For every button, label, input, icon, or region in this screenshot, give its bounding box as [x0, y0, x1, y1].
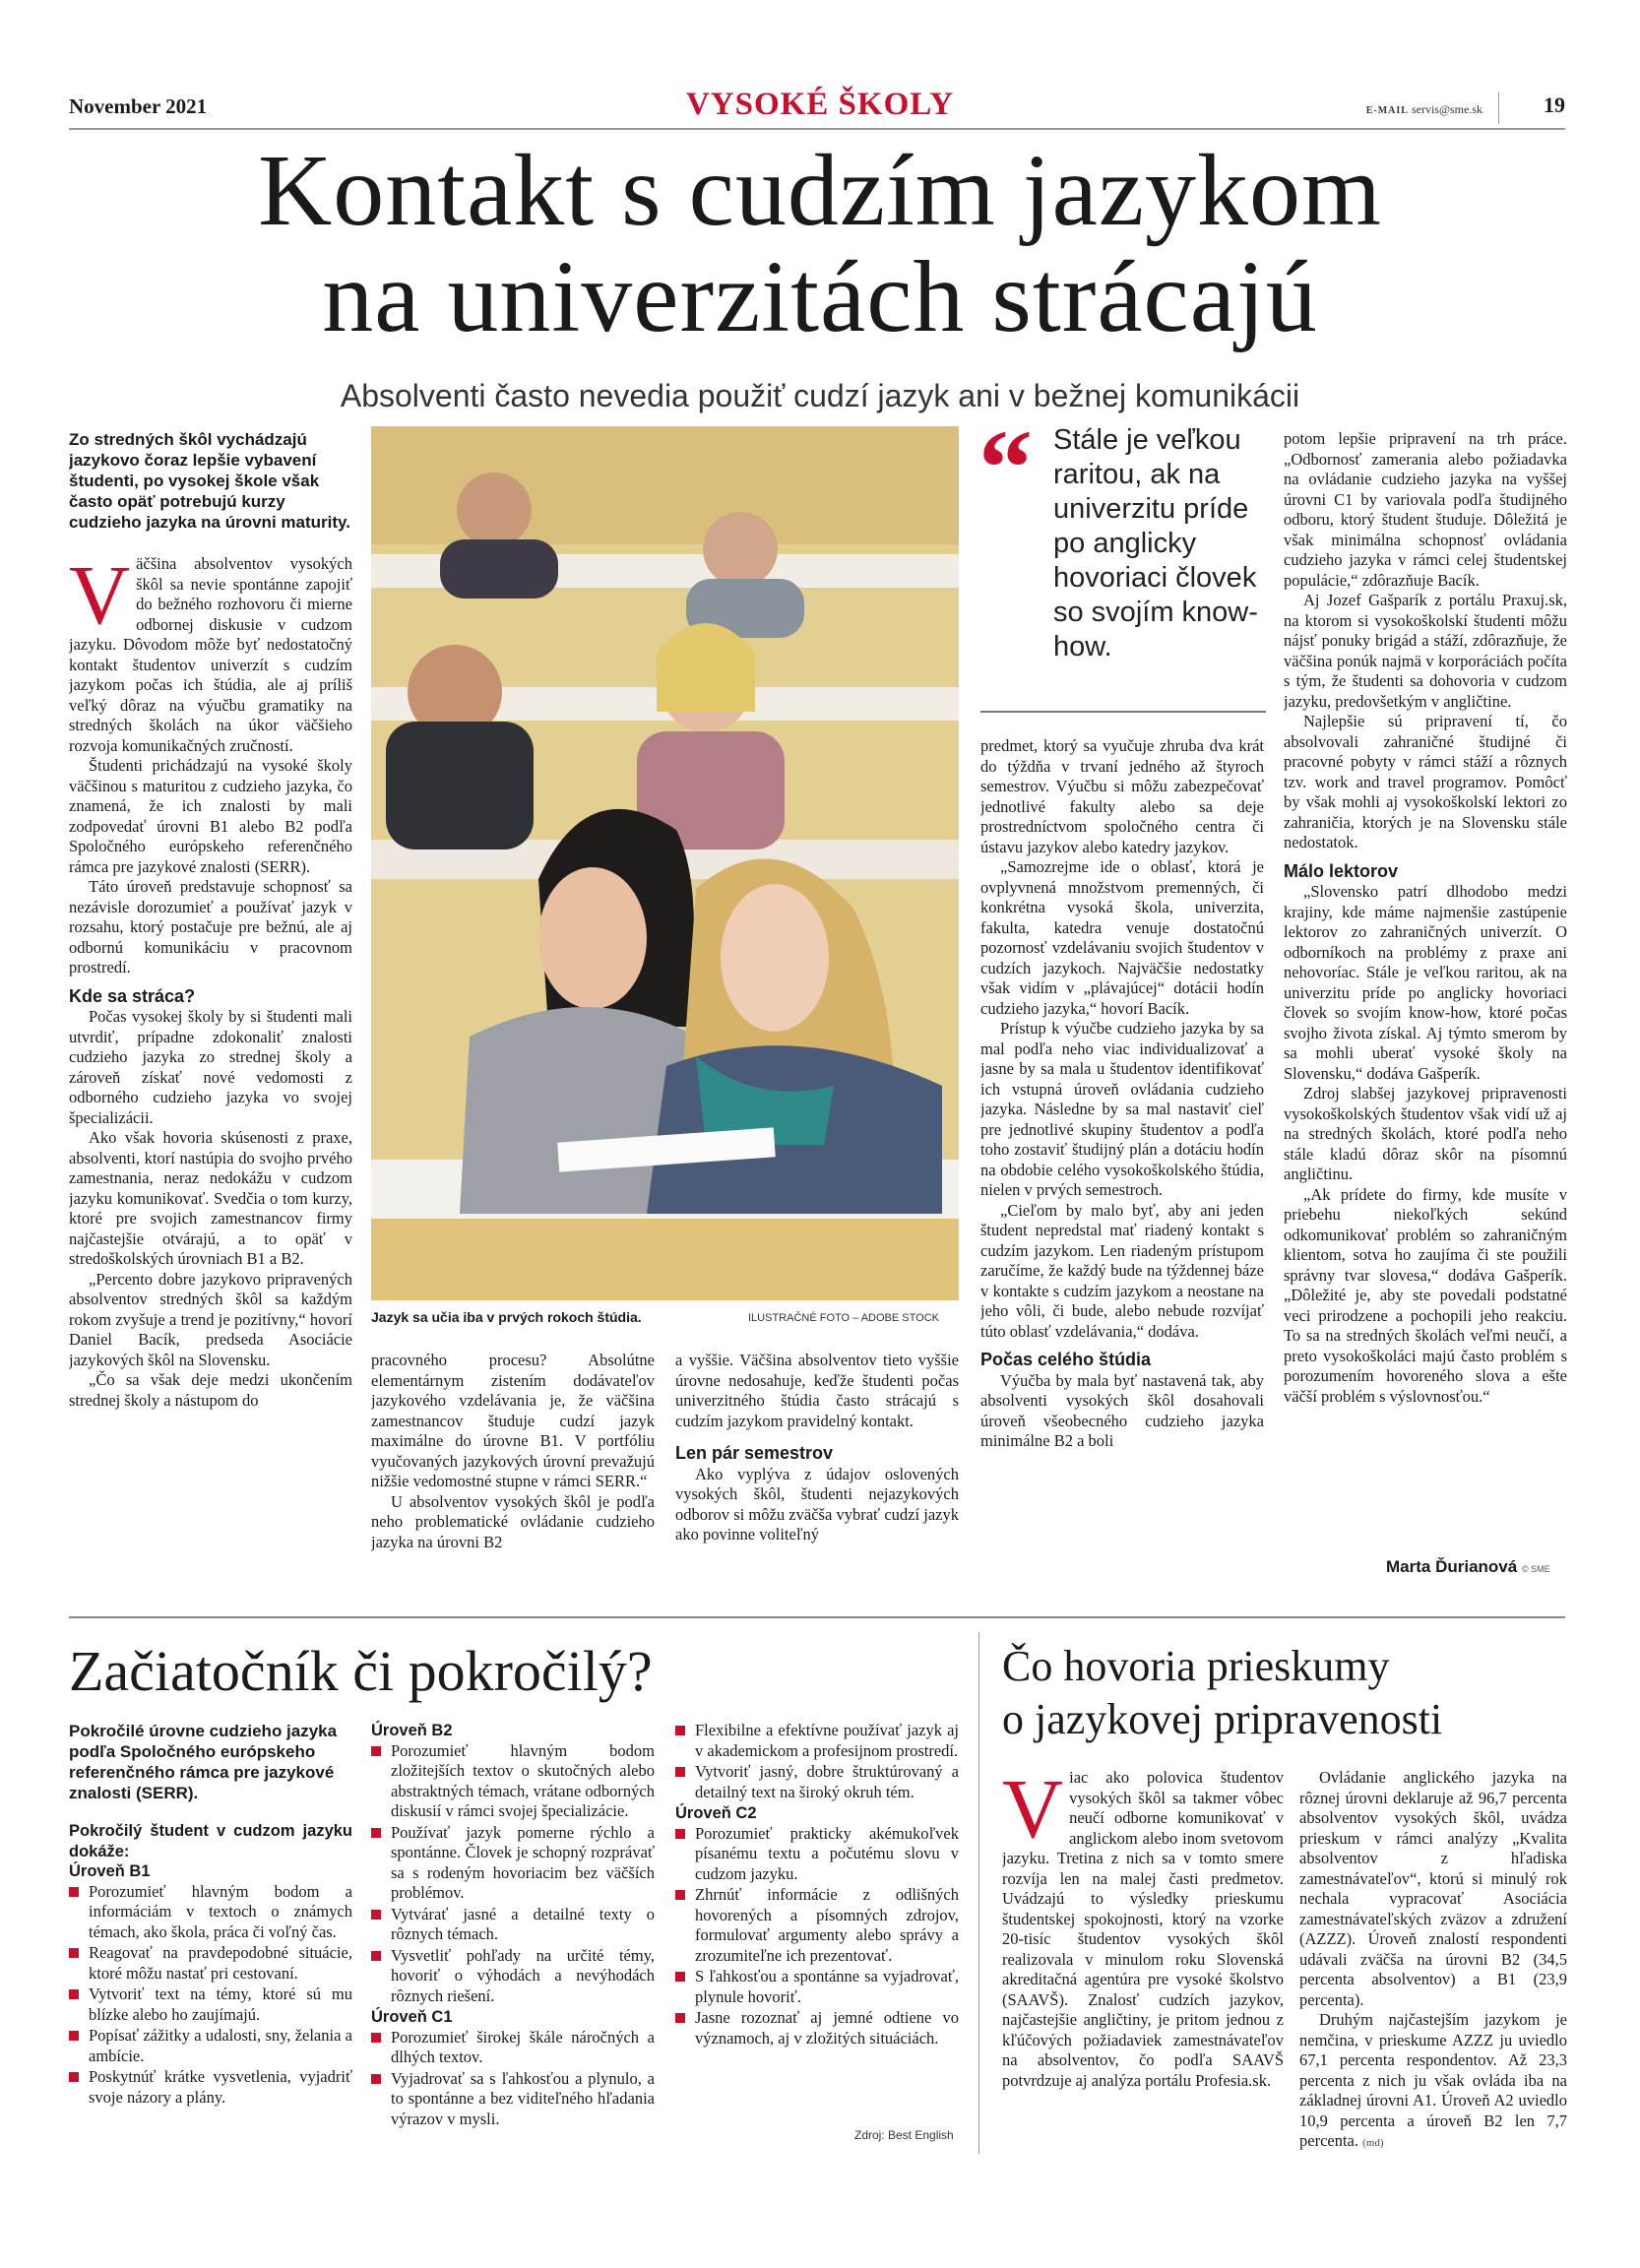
list-item: Používať jazyk pomerne rýchlo a spontánne. Človek je schopný rozprávať sa s rodeným hovoriacim bez väčších problémov. [371, 1823, 655, 1904]
box1-source: Zdroj: Best English [854, 2128, 954, 2142]
section-name: VYSOKÉ ŠKOLY [685, 87, 955, 122]
issue-date: November 2021 [69, 94, 208, 118]
box2-paragraph: Druhým najčastejším jazykom je nemčina, v prieskume AZZZ ju uviedlo 67,1 percenta respondentov. Až 23,3 percenta z nich ju však ovláda iba na základnej úrovni A1. Úroveň A2 uviedlo 10,9 percenta a úroveň B2 len 7,7 percenta. (md) [1299, 2010, 1567, 2150]
column-5 [1284, 429, 1567, 1553]
level-b1-list [69, 1882, 352, 2109]
list-item: Vysvetliť pohľady na určité témy, hovoriť o výhodách a nevýhodách rôznych riešení. [371, 1946, 655, 2007]
list-item: S ľahkosťou a spontánne sa vyjadrovať, plynule hovoriť. [675, 1967, 959, 2007]
header-divider [1498, 93, 1499, 124]
box2-column-2 [1299, 1768, 1567, 2154]
box2-drop-cap: V [1002, 1768, 1064, 1856]
article-paragraph: Prístup k výučbe cudzieho jazyka by sa mal podľa neho viac individualizovať a jasne by sa mala u študentov identifikovať ich vstupná úroveň ovládania cudzieho jazyka. Následne by sa mal nastaviť cieľ pre jednotlivé skupiny študentov a podľa toho zostaviť študijný plán a dotáciu hodín na obdobie celého vysokoškolského štúdia, nielen v prvých semestroch. [980, 1019, 1264, 1199]
quote-mark-icon: “ [978, 408, 1033, 528]
article-paragraph: predmet, ktorý sa vyučuje zhruba dva krát do týždňa v trvaní jedného až štyroch semestrov. Výučbu si môžu zabezpečovať jednotlivé fakulty alebo sa deje prostredníctvom spoločného centra či ústavu jazykov alebo katedry jazykov. [980, 736, 1264, 856]
box1-column-1 [69, 1721, 352, 2154]
article-paragraph: Zdroj slabšej jazykovej pripravenosti vysokoškolských študentov však vidí už aj na stredných školách, ktoré podľa neho stále kladú dôraz skôr na písomnú angličtinu. [1284, 1084, 1567, 1183]
box2-title [1002, 1640, 1442, 1746]
list-item: Porozumieť hlavným bodom zložitejších textov o skutočných alebo abstraktných témach, vrátane odborných diskusií v rámci svojej špecializácie. [371, 1741, 655, 1822]
subheading-pocas: Počas celého štúdia [980, 1350, 1152, 1369]
header-email [1366, 102, 1482, 117]
box2-title-line1: Čo hovoria prieskumy [1002, 1642, 1390, 1690]
level-c2-label: Úroveň C2 [675, 1804, 757, 1822]
list-item: Vytvárať jasné a detailné texty o rôznych témach. [371, 1905, 655, 1945]
section-divider [69, 1616, 1565, 1618]
level-b1-label: Úroveň B1 [69, 1862, 151, 1880]
article-title [0, 134, 1640, 353]
page-number: 19 [1544, 93, 1565, 117]
email-address[interactable]: servis@sme.sk [1411, 102, 1482, 116]
subheading-kde: Kde sa stráca? [69, 985, 196, 1006]
box1-column-2 [371, 1721, 655, 2154]
article-paragraph: Väčšina absolventov vysokých škôl sa nevie spontánne zapojiť do bežného rozhovoru či mierne odbornej diskusie v cudzom jazyku. Dôvodom môže byť nedostatočný kontakt študentov univerzít s cudzím jazykom počas ich štúdia, ale aj príliš veľký dôraz na výučbu gramatiky na stredných školách na úkor väčšieho rozvoja komunikačných zručností. [69, 547, 352, 755]
level-c1-list [371, 2028, 655, 2130]
level-c1-label: Úroveň C1 [371, 2008, 453, 2026]
article-paragraph: „Percento dobre jazykovo pripravených absolventov stredných škôl sa každým rokom zvyšuje a trend je pozitívny,“ hovorí Daniel Bacík, predseda Asociácie jazykových škôl na Slovensku. [69, 1269, 352, 1369]
list-item: Porozumieť hlavným bodom a informáciám v textoch o známych témach, ako škola, práca či voľný čas. [69, 1882, 352, 1943]
article-subtitle: Absolventi často nevedia použiť cudzí jazyk ani v bežnej komunikácii [340, 378, 1300, 413]
box2-author-initials: (md) [1362, 2137, 1384, 2149]
list-item: Zhrnúť informácie z odlišných hovorených a písomných zdrojov, formulovať argumenty alebo správy a zrozumiteľne ich prezentovať. [675, 1885, 959, 1966]
subheading-malo: Málo lektorov [1284, 860, 1399, 881]
photo-caption: Jazyk sa učia iba v prvých rokoch štúdia. [371, 1309, 642, 1325]
level-c1-list-cont [675, 1721, 959, 1802]
header-rule [69, 128, 1565, 130]
box2-paragraph: Ovládanie anglického jazyka na rôznej úrovni deklaruje až 96,7 percenta absolventov vysokých škôl, uvádza prieskum v rámci analýzy „Kvalita absolventov z hľadiska zamestnávateľov“, ktorú si minulý rok nechala vypracovať Asociácia zamestnávateľských zväzov a združení (AZZZ). Úroveň znalostí respondenti udávali zväčša na úrovni B2 (34,5 percenta absolventov) a B1 (23,9 percenta). [1299, 1768, 1567, 2009]
article-title-line1: Kontakt s cudzím jazykom [258, 134, 1382, 247]
box1-lead: Pokročilé úrovne cudzieho jazyka podľa Spoločného európskeho referenčného rámca pre jazykové znalosti (SERR). [69, 1722, 338, 1802]
level-b2-list [371, 1741, 655, 2007]
column-4 [980, 736, 1264, 1616]
article-lead: Zo stredných škôl vychádzajú jazykovo čoraz lepšie vybavení študenti, po vysokej škole však často opäť potrebujú kurzy cudzieho jazyka na úrovni maturity. [69, 430, 350, 532]
level-c2-list [675, 1824, 959, 2049]
article-paragraph: Táto úroveň predstavuje schopnosť sa nezávisle dorozumieť a používať jazyk v rozsahu, ktorý postačuje pre bežnú, ale aj odbornú komunikáciu v pracovnom prostredí. [69, 877, 352, 976]
box2-title-line2: o jazykovej pripravenosti [1002, 1695, 1443, 1743]
list-item: Flexibilne a efektívne používať jazyk aj v akademickom a profesijnom prostredí. [675, 1721, 959, 1761]
box1-title: Začiatočník či pokročilý? [69, 1639, 653, 1703]
list-item: Poskytnúť krátke vysvetlenia, vyjadriť svoje názory a plány. [69, 2067, 352, 2108]
box1-column-3 [675, 1721, 959, 2154]
article-paragraph: pracovného procesu? Absolútne elementárnym zistením dodávateľov jazykového vzdelávania je, že väčšina zamestnancov študuje cudzí jazyk maximálne do úrovne B1. V portfóliu vyučovaných jazykových úrovní prevažujú nižšie vedomostné stupne v rámci SERR.“ [371, 1351, 655, 1490]
quote-rule [980, 711, 1266, 713]
photo-illustration [371, 426, 959, 1300]
article-paragraph: Najlepšie sú pripravení tí, čo absolvovali zahraničné študijné či pracovné pobyty v rámci stáží a rôznych tzv. work and travel programov. Pomôcť by však mohli aj vysokoškolskí lektori zo zahraničia, ktorých je na Slovensku stále nedostatok. [1284, 712, 1567, 851]
list-item: Porozumieť širokej škále náročných a dlhých textov. [371, 2028, 655, 2068]
article-paragraph: „Čo sa však deje medzi ukončením strednej školy a nástupom do [69, 1370, 352, 1410]
author-name: Marta Ďurianová © SME [1386, 1557, 1550, 1576]
box2-column-1 [1002, 1768, 1284, 2154]
article-paragraph: a vyššie. Väčšina absolventov tieto vyššie úrovne nedosahuje, keďže študenti počas univerzitného štúdia často strácajú s cudzím jazykom pravidelný kontakt. [675, 1351, 959, 1430]
pull-quote: Stále je veľkou raritou, ak na univerzitu príde po anglicky hovoriaci človek so svojím know-how. [1053, 424, 1258, 662]
subheading-len: Len pár semestrov [675, 1443, 834, 1463]
article-paragraph: „Ak prídete do firmy, kde musíte v priebehu niekoľkých sekúnd odkomunikovať problém so zahraničným klientom, sotva ho zaujíma či ste použili správny tvar slovesa,“ dodáva Gašperík. „Dôležité je, aby ste povedali podstatné veci prirodzene a pochopili jeho reakciu. To sa na stredných školách veľmi neučí, a preto vysokoškoláci majú často problém s porozumením hovoreného slova a ešte väčší problém s výslovnosťou.“ [1284, 1184, 1567, 1406]
column-3 [675, 1351, 959, 1616]
level-b2-label: Úroveň B2 [371, 1722, 453, 1739]
article-paragraph: „Cieľom by malo byť, aby ani jeden študent nepredstal mať riadený kontakt s cudzím jazykom. Len riadeným prístupom zaručíme, že každý bude na týždennej báze v kontakte s cudzím jazykom a neostane na jeho vôli, či bude, alebo nebude rozvíjať túto oblasť vzdelávania,“ dodáva. [980, 1200, 1264, 1341]
email-label: E-MAIL [1365, 105, 1409, 116]
article-paragraph: „Slovensko patrí dlhodobo medzi krajiny, kde máme najmenšie zastúpenie lektorov zo zahraničných univerzít. O odborníkoch na problémy z praxe ani nehovoríac. Stále je veľkou raritou, ak na univerzitu príde po anglicky hovoriaci človek so svojím know-how, ktoré počas svojho života získal. Aj týmto smerom by sa mohli uberať vysoké školy na Slovensku,“ dodáva Gašperík. [1284, 882, 1567, 1083]
article-title-line2: na univerzitách strácajú [322, 240, 1318, 353]
list-item: Reagovať na pravdepodobné situácie, ktoré môžu nastať pri cestovaní. [69, 1943, 352, 1984]
photo-credit: ILUSTRAČNÉ FOTO – ADOBE STOCK [748, 1312, 939, 1324]
article-paragraph: potom lepšie pripravení na trh práce. „Odbornosť zamerania alebo požiadavka na ovládanie cudzieho jazyka na vyššej úrovni C1 by variovala podľa študijného odboru, ktorý študent študuje. Dôležitá je však minimálna schopnosť ovládania cudzieho jazyka v rámci celej študentskej populácie,“ zdôrazňuje Bacík. [1284, 429, 1567, 590]
list-item: Vyjadrovať sa s ľahkosťou a plynulo, a to spontánne a bez viditeľného hľadania výrazov v mysli. [371, 2069, 655, 2130]
article-paragraph: Ako však hovoria skúsenosti z praxe, absolventi, ktorí nastúpia do svojho prvého zamestnania, neraz nedokážu v cudzom jazyku komunikovať. Svedčia o tom kurzy, ktoré pre svojich zamestnancov firmy najčastejšie otvárajú, a to opäť v stredoškolských úrovniach B1 a B2. [69, 1128, 352, 1268]
list-item: Jasne rozoznať aj jemné odtiene vo významoch, aj v zložitých situáciách. [675, 2008, 959, 2048]
column-1 [69, 429, 352, 1620]
box1-intro: Pokročilý študent v cudzom jazyku dokáže: [69, 1822, 352, 1860]
box2-paragraph: Viac ako polovica študentov vysokých škôl sa takmer vôbec neučí odborne komunikovať v anglickom alebo inom svetovom jazyku. Tretina z nich sa v tomto smere rozvíja len na malej časti predmetov. Uvádzajú to výsledky prieskumu študentskej spokojnosti, ktorý na vzorke 20-tisíc študentov vysokých škôl realizovala v minulom roku Slovenská akreditačná agentúra pre vysoké školstvo (SAAVŠ). Znalosť cudzích jazykov, najčastejšie angličtiny, je pritom jednou z kľúčových požiadaviek zamestnávateľov na absolventov, čo podľa SAAVŠ potvrdzuje aj analýza portálu Profesia.sk. [1002, 1768, 1284, 2090]
list-item: Vytvoriť jasný, dobre štruktúrovaný a detailný text na široký okruh tém. [675, 1762, 959, 1802]
article-paragraph: Počas vysokej školy by si študenti mali utvrdiť, prípadne zdokonaliť znalosti cudzieho jazyka zo strednej školy a zároveň získať nové vedomosti z odborného cudzieho jazyka vo svojej špecializácii. [69, 1007, 352, 1127]
article-paragraph: Študenti prichádzajú na vysoké školy väčšinou s maturitou z cudzieho jazyka, čo znamená, že ich znalosti by mali zodpovedať úrovni B1 alebo B2 podľa Spoločného európskeho referenčného rámca pre jazykové znalosti (SERR). [69, 756, 352, 876]
article-paragraph: Výučba by mala byť nastavená tak, aby absolventi vysokých škôl dosahovali úroveň všeobecného cudzieho jazyka minimálne B2 a boli [980, 1370, 1264, 1450]
list-item: Porozumieť prakticky akémukoľvek písanému textu a počutému slovu v cudzom jazyku. [675, 1824, 959, 1885]
author-copyright: © SME [1521, 1564, 1550, 1574]
article-paragraph: „Samozrejme ide o oblasť, ktorá je ovplyvnená množstvom premenných, či konkrétna vysoká škola, univerzita, fakulta, katedra venuje dostatočnú pozornosť vzdelávaniu svojich študentov v cudzích jazykoch. Najväčšie nedostatky však vidím v „plávajúcej“ dotácii hodín cudzieho jazyka,“ hovorí Bacík. [980, 857, 1264, 1018]
students-photo [371, 426, 959, 1300]
article-paragraph: U absolventov vysokých škôl je podľa neho problematické ovládanie cudzieho jazyka na úrovni B2 [371, 1491, 655, 1551]
list-item: Popísať zážitky a udalosti, sny, želania a ambície. [69, 2026, 352, 2066]
article-paragraph: Aj Jozef Gašparík z portálu Praxuj.sk, na ktorom si vysokoškolskí študenti môžu nájsť ponuky brigád a stáží, zdôrazňuje, že väčšina ponúk najmä v korporáciách počíta s tým, že študenti sa dohovoria v cudzom jazyku, predovšetkým v angličtine. [1284, 591, 1567, 711]
article-paragraph: Ako vyplýva z údajov oslovených vysokých škôl, študenti nejazykových odborov si môžu zväčša vybrať cudzí jazyk ako povinne voliteľný [675, 1464, 959, 1544]
list-item: Vytvoriť text na témy, ktoré sú mu blízke alebo ho zaujímajú. [69, 1984, 352, 2025]
column-2 [371, 1351, 655, 1616]
box-divider [978, 1632, 979, 2154]
drop-cap: V [69, 547, 131, 642]
